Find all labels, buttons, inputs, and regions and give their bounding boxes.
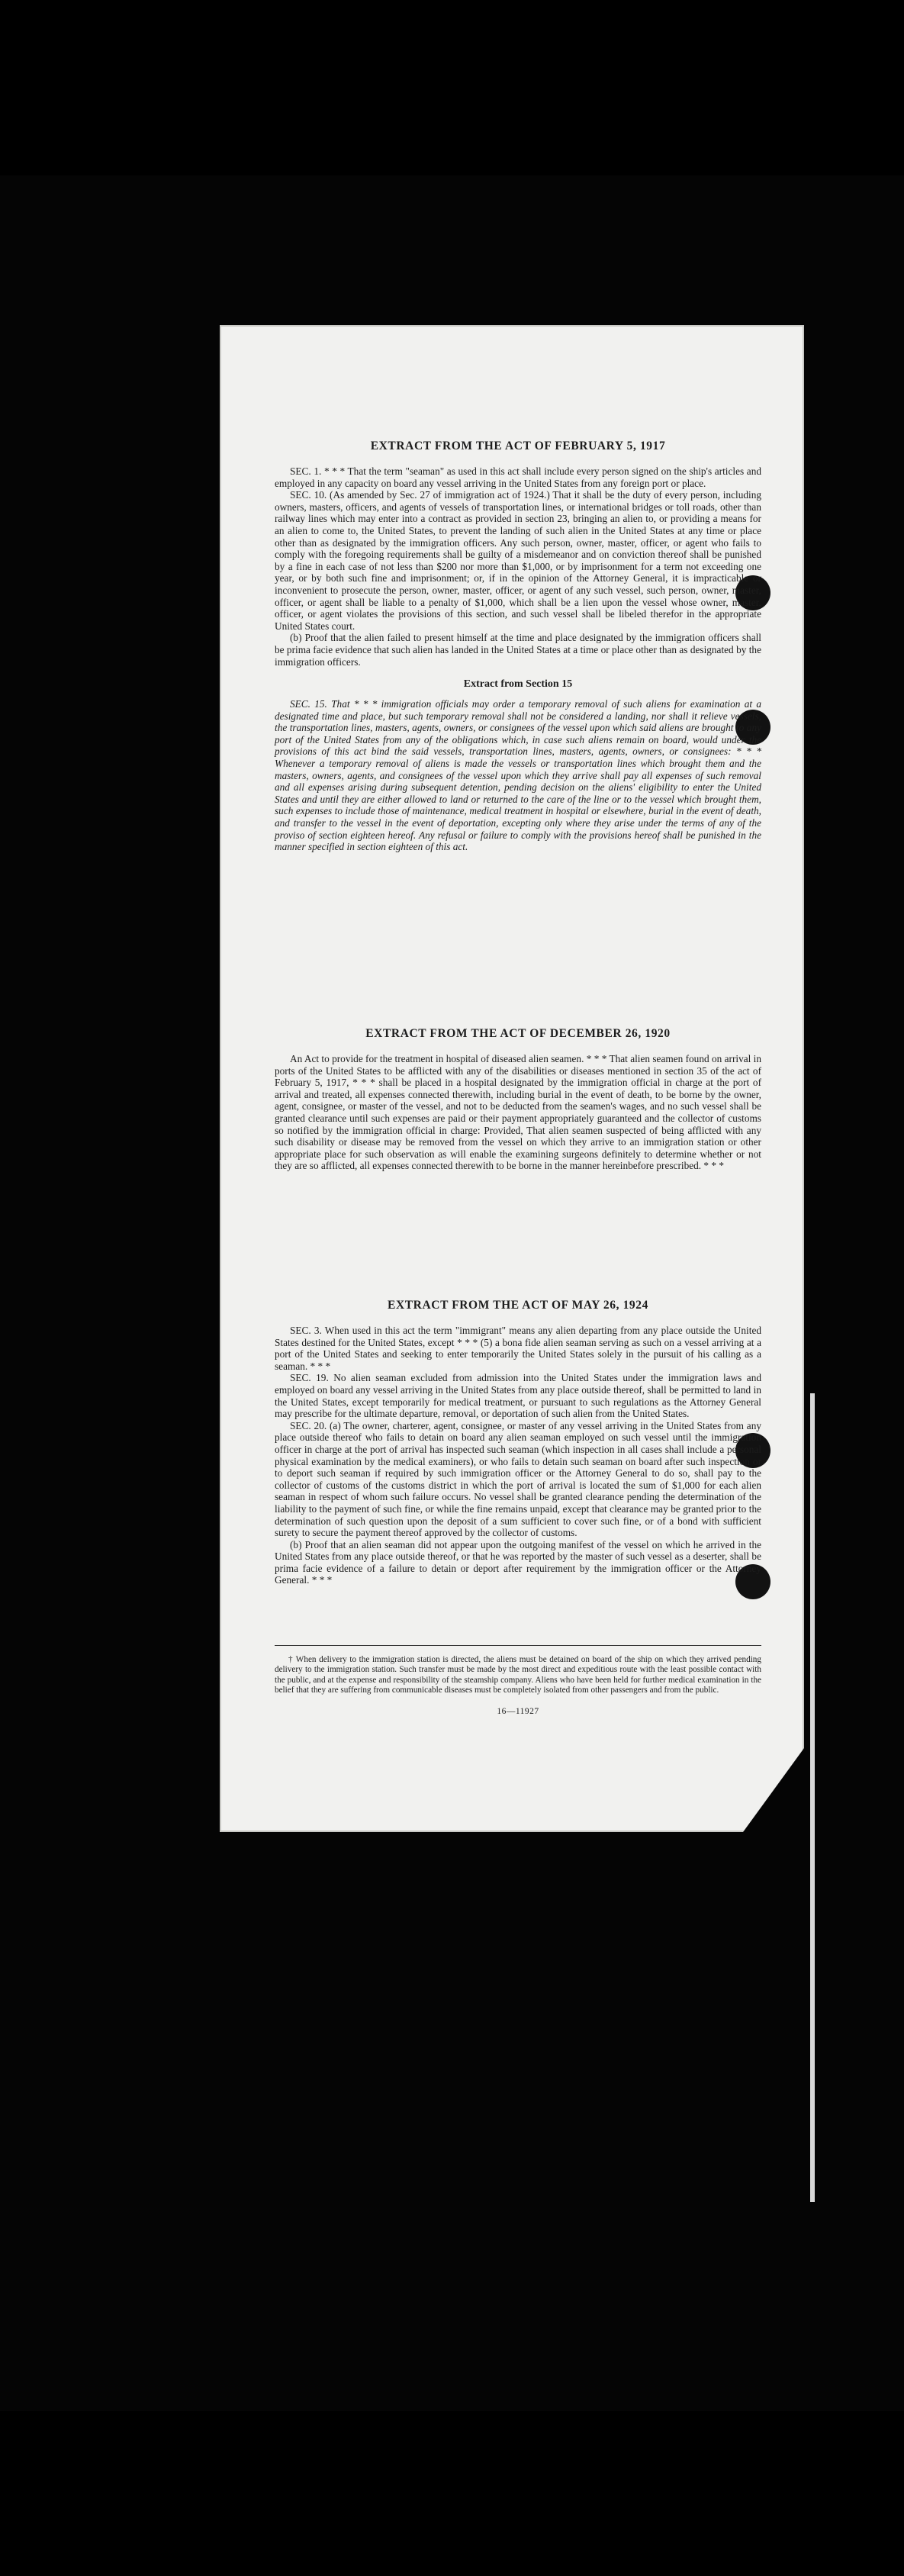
title-1917: EXTRACT FROM THE ACT OF FEBRUARY 5, 1917 (370, 440, 666, 452)
document-page (220, 325, 804, 1832)
form-code: 16—11927 (497, 1706, 539, 1716)
page-edge (810, 1393, 815, 2202)
dark-band-bottom (0, 2411, 904, 2576)
paragraph-1917-sec1: SEC. 1. * * * That the term "seaman" as used in this act shall include every person signed on the ship's articles and employed in any capacity on board any vessel arriving in the United States from any foreign port or place. (275, 465, 761, 489)
paragraph-1924-sec20: SEC. 20. (a) The owner, charterer, agent, consignee, or master of any vessel arriving in the United States from any place outside thereof who fails to detain on board any alien seaman employed on such vessel until the immigration officer in charge at the port of arrival has inspected such seaman (which inspection in all cases shall include a personal physical examination by the medical examiners), or who fails to detain such seaman on board after such inspection or to deport such seaman if required by such immigration officer or the Attorney General to do so, shall pay to the collector of customs of the customs district in which the port of arrival is located the sum of $1,000 for each alien seaman in respect of whom such failure occurs. No vessel shall be granted clearance pending the determination of the liability to the payment of such fine, or while the fine remains unpaid, except that clearance may be granted prior to the determination of such question upon the deposit of a sum sufficient to cover such fine, or of a bond with sufficient surety to secure the payment thereof approved by the collector of customs. (275, 1419, 761, 1539)
heading-section-15: Extract from Section 15 (463, 678, 573, 691)
section-act-1924 (275, 1299, 761, 1586)
paragraph-1924-sec3: SEC. 3. When used in this act the term "immigrant" means any alien departing from any place outside the United States destined for the United States, except * * * (5) a bona fide alien seaman serving as such on a vessel arriving at a port of the United States and seeking to enter temporarily the United States solely in the pursuit of his calling as a seaman. * * * (275, 1325, 761, 1372)
footnote-block (275, 1630, 761, 1716)
paragraph-1924-proof: (b) Proof that an alien seaman did not appear upon the outgoing manifest of the vessel on which he arrived in the United States from any place outside thereof, or that he was reported by the master of such vessel as a deserter, shall be prima facie evidence of a failure to detain or deport after requirement by the immigration officer or the Attorney General. * * * (275, 1538, 761, 1586)
dark-band-top (0, 0, 904, 175)
section-act-1920 (275, 1027, 761, 1172)
title-1924: EXTRACT FROM THE ACT OF MAY 26, 1924 (388, 1299, 648, 1312)
paragraph-1917-sec10: SEC. 10. (As amended by Sec. 27 of immigration act of 1924.) That it shall be the duty of every person, including owners, masters, officers, and agents of vessels of transportation lines, or international bridges or toll roads, other than railway lines which may enter into a contract as provided in section 23, bringing an alien to, or providing a means for an alien to come to, the United States, to prevent the landing of such alien in the United States at any time or place other than as designated by the immigration officers. Any such person, owner, master, officer, or agent who fails to comply with the foregoing requirements shall be guilty of a misdemeanor and on conviction thereof shall be punished by a fine in each case of not less than $200 nor more than $1,000, or by imprisonment for a term not exceeding one year, or by both such fine and imprisonment; or, if in the opinion of the Attorney General, it is impracticable or inconvenient to prosecute the person, owner, master, officer, or agent of any such vessel, such person, owner, master, officer, or agent shall be liable to a penalty of $1,000, which shall be a lien upon the vessel whose owner, master, officer, or agent violates the provisions of this section, and such vessel shall be libeled therefor in the appropriate United States court. (275, 489, 761, 632)
title-1920: EXTRACT FROM THE ACT OF DECEMBER 26, 1920 (365, 1027, 671, 1040)
divider (275, 1645, 761, 1646)
paragraph-1924-sec19: SEC. 19. No alien seaman excluded from admission into the United States under the immigration laws and employed on board any vessel arriving in the United States from any place outside thereof, shall be permitted to land in the United States, except temporarily for medical treatment, or pursuant to such regulations as the Attorney General may prescribe for the ultimate departure, removal, or deportation of such alien from the United States. (275, 1372, 761, 1420)
footnote: † When delivery to the immigration station is directed, the aliens must be detained on board of the ship on which they arrived pending delivery to the immigration station. Such transfer must be made by the most direct and expeditious route with the least possible contact with the public, and at the expense and responsibility of the steamship company. Aliens who have been held for further medical examination in the belief that they are suffering from communicable diseases must be completely isolated from other passengers and from the public. (275, 1655, 761, 1695)
paragraph-1920: An Act to provide for the treatment in hospital of diseased alien seamen. * * * That alien seamen found on arrival in ports of the United States to be afflicted with any of the disabilities or diseases mentioned in section 35 of the act of February 5, 1917, * * * shall be placed in a hospital designated by the immigration official in charge at the port of arrival and treated, all expenses connected therewith, including burial in the event of death, to be borne by the owner, agent, consignee, or master of the vessel, and not to be deducted from the seamen's wages, and no such vessel shall be granted clearance until such expenses are paid or their payment appropriately guaranteed and the collector of customs so notified by the immigration official in charge: Provided, That alien seamen suspected of being afflicted with any such disability or disease may be removed from the vessel on which they arrive to an immigration station or other appropriate place for such observation as will enable the examining surgeons definitely to determine whether or not they are so afflicted, all expenses connected therewith to be borne in the manner hereinbefore prescribed. * * * (275, 1053, 761, 1172)
paragraph-sec15: SEC. 15. That * * * immigration officials may order a temporary removal of such aliens for examination at a designated time and place, but such temporary removal shall not be considered a landing, nor shall it relieve vessels, the transportation lines, masters, agents, owners, or consignees of the vessel upon which said aliens are brought to any port of the United States from any of the obligations which, in case such aliens remain on board, would under the provisions of this act bind the said vessels, transportation lines, masters, agents, owners, or consignees: * * * Whenever a temporary removal of aliens is made the vessels or transportation lines which brought them and the masters, owners, agents, and consignees of the vessel upon which they arrive shall pay all expenses of such removal and all expenses arising during subsequent detention, pending decision on the aliens' eligibility to enter the United States and until they are either allowed to land or returned to the care of the line or to the vessel which brought them, such expenses to include those of maintenance, medical treatment in hospital or elsewhere, burial in the event of death, and transfer to the vessel in the event of deportation, excepting only where they arise under the terms of any of the proviso of section eighteen hereof. Any refusal or failure to comply with the provisions hereof shall be punished in the manner specified in section eighteen of this act. (275, 698, 761, 853)
section-act-1917 (275, 440, 761, 853)
paragraph-1917-proof: (b) Proof that the alien failed to present himself at the time and place designated by the immigration officers shall be prima facie evidence that such alien has landed in the United States at a time or place other than as designated by the immigration officers. (275, 632, 761, 668)
